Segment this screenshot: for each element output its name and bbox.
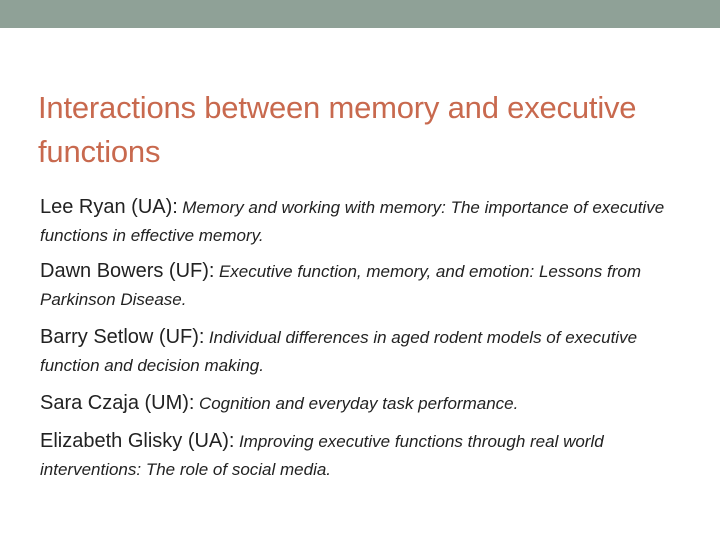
speaker-entry <box>40 194 690 250</box>
speaker-name: Lee Ryan (UA): <box>40 196 178 218</box>
speaker-entry <box>40 428 690 484</box>
speaker-name: Dawn Bowers (UF): <box>40 260 215 282</box>
speaker-list <box>40 194 690 495</box>
speaker-entry <box>40 324 690 380</box>
talk-title: Cognition and everyday task performance. <box>198 394 519 413</box>
speaker-name: Sara Czaja (UM): <box>40 392 195 414</box>
talk-title: Executive function, memory, and emotion: Lessons from Parkinson Disease. <box>40 262 641 309</box>
speaker-entry <box>40 258 690 314</box>
header-bar <box>0 0 720 28</box>
talk-title: Memory and working with memory: The importance of executive functions in effective memory. <box>40 198 665 245</box>
talk-title: Individual differences in aged rodent models of executive function and decision making. <box>40 328 638 375</box>
slide-title: Interactions between memory and executive functions <box>38 90 637 169</box>
speaker-entry <box>40 390 690 418</box>
talk-title: Improving executive functions through real world interventions: The role of social media. <box>40 432 604 479</box>
speaker-name: Elizabeth Glisky (UA): <box>40 430 235 452</box>
speaker-name: Barry Setlow (UF): <box>40 326 205 348</box>
